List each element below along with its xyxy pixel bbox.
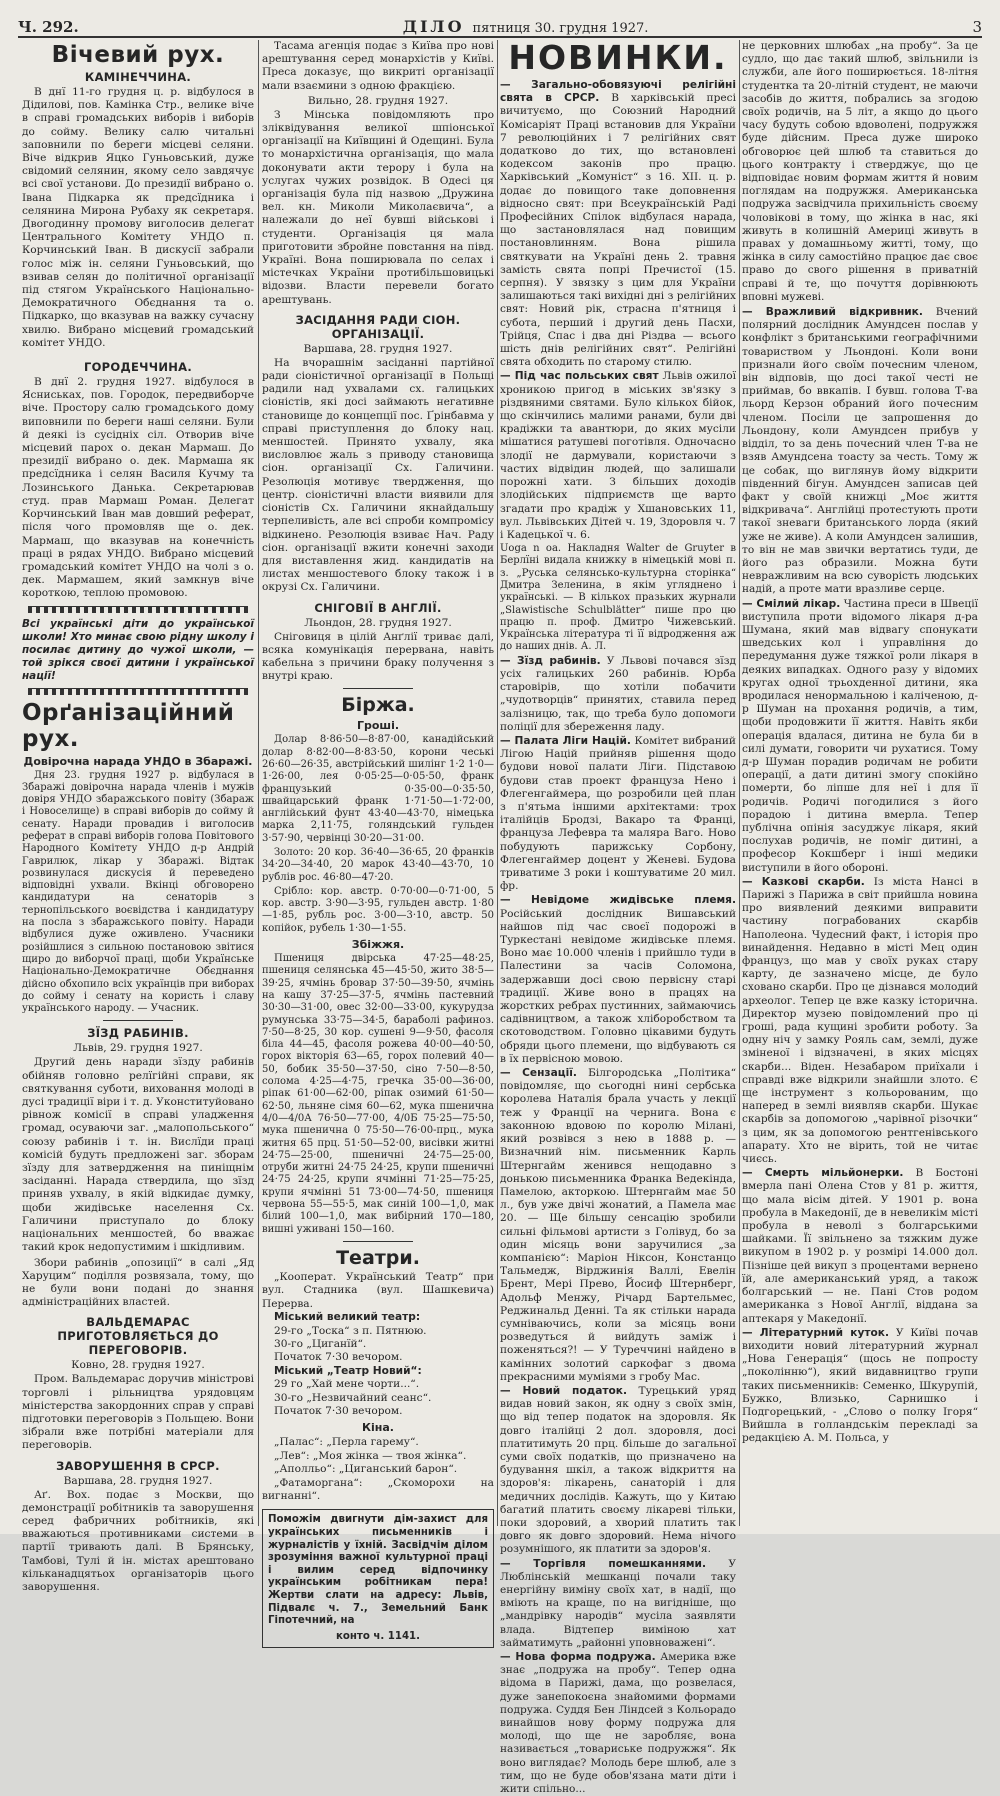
section-title: Вічевий рух.	[51, 42, 225, 68]
article-heading: ЗАВОРУШЕННЯ В СРСР.	[56, 1458, 220, 1473]
article-paragraph: Другий день наради зїзду рабинів обійняв головно релїгійні справи, як святкування суботи, виховання молоді в дусі традиції віри і т. д. Уконституйовано рівнож комісії в справі уладження громад, осуваючи заг. „малопольського“ союзу рабинів і т. ін. Вислїди праці комісій будуть предложені заг. зборам зїзду для затвердження на пиніщнім засіданні. Нарада ствердила, що зїзд приняв ухвалу, в якій відкидає думку, щоби жидівське населення Сх. Галичини приступало до блоку національних меншостей, бо вважає такий крок недопустимим і шкідливим.	[22, 1056, 254, 1254]
article-paragraph: В днї 11-го грудня ц. р. відбулося в Дідилові, пов. Камінка Стр., велике віче в справі громадських виборів і виборів до сойму. Велику салю читальні заповнили по береги місцеві селяни. Віче відкрив Яцко Гуньовський, дуже свідомий селянин, якому село завдячує всі свої установи. До президії вибрано о. Івана Підкарка як предсїдника і селянина Мирона Рубаху як секретаря. Двогодинну промову виголосив делегат Центрального Комітету УНДО п. Корчинський Іван. В дискусії забрали голос між ін. селяни Гуньовський, що взивав селян до політичної організації під стягом Українського Національно-Демократичного Обєднання та о. Підкарко, що вказував на важку сучасну хвилю. Вибрано місцевий громадський комітет УНДО.	[22, 86, 254, 349]
cinema-entry: „Лев“: „Моя жінка — твоя жінка“.	[274, 1449, 467, 1462]
dateline: Ковно, 28. грудня 1927.	[71, 1359, 205, 1372]
cinema-entry: „Фатаморгана“: „Скоморохи на вигнанні“.	[262, 1476, 494, 1502]
theatre-start-time: Початок 7·30 вечором.	[274, 1351, 403, 1364]
article-heading: Довірочна нарада УНДО в Збаражі.	[23, 754, 253, 768]
news-item: Uoga n oa. Накладня Walter de Gruyter в Берлїні видала книжку в німецькій мові п. з. „Руська селянсько-культурна сторінка“ Дмитра Зеленина, в якім угляднено і українські. — В кількох празьких журнали „Slawistische Schulblätter“ пише про цю працю п. проф. Дмитро Чижевський. Українська література ті її відродження аж до наших днів. А. Л.	[500, 543, 736, 653]
article-paragraph: Тасама агенція подає з Київа про нові арештування серед монархістів у Київі. Преса доказує, що викриті організації мали взаємини з одною фракцією.	[262, 40, 494, 92]
divider	[343, 688, 413, 689]
section-title-exchange: Біржа.	[341, 694, 415, 717]
fundraising-box	[262, 1509, 494, 1648]
divider	[103, 1020, 173, 1021]
article-heading: ЗЇЗД РАБИНІВ.	[87, 1026, 189, 1041]
subsection-money: Гроші.	[356, 719, 400, 733]
news-item: — Загально-обовязуючі релігійні свята в СРСР. В харківській пресі вичитуємо, що Союзний Народний Комісаріят Праці встановив для України 7 революційних і 7 релігійних свят додатково до тих, що встановлені кодексом законів про працю. Харківський „Комуніст“ з 16. XII. ц. р. додає до повищого таке доповнення відносно свят: при Всеукраїнській Раді Професійних Спілок відбулася нарада, що застановлялася над повищим постановлинням. Вона рішила святкувати на Україні день 2. травня замість свята попрі Пречистої (15. серпня). У звязку з цим для України залишаються такі вихідні дні з релігійних свят: Новий рік, страсна п'ятниця і субота, перший і другий день Пасхи, Трійця, Спас і два дні Різдва — всього шість днів релігійних свят“. Релігійні свята обходить по старому стилю.	[500, 79, 736, 369]
theatre-show: 29-го „Тоска“ з п. Пятнюю.	[274, 1324, 427, 1337]
theatre-show: 29 го „Хай мене чорти...“.	[274, 1378, 420, 1391]
currency-rates: Долар 8·86·50—8·87·00, канадійський долар 8·82·00—8·83·50, корони чеські 26·60—26·35, австрійський шилінг 1·2 1·0—1·26·00, лея 0·05·25—0·05·50, франк французький 0·35·00—0·35·50, швайцарський франк 1·71·50—1·72·00, англійський фунт 43·40—43·70, німецька марка 2,11·75, голяндський гульден 3·57·90, червінці 30·20—31·00.	[262, 734, 494, 844]
decorative-divider	[28, 606, 248, 613]
news-item: — Вражливий відкривник. Вчений полярний дослідник Амундсен послав у конфлікт з британськими географічними товариством у Льондоні. Коли вони признали його своїм почесним членом, він відповів, що досі такої честі не приймав, бо ввкапів. І бувш. голова Т-ва льорд Керзон обраний його почесним членом. Посіли це запрошення до Льондону, коли Амундсен прибув у відділ, то за день почесний член Т-ва не взяв Амундсена тоасту за честь. Тому ж це собак, що виглянув йому відкрити південний бігун. Амундсен записав цей факт у своїй книжці „Моє життя відкривача“. Англійці протестують проти такої зневаги британського лорда (який уже не живе). А коли Амундсен залишив, то він не мав звички вертатись туди, де його раз образили. Можна бути невражливим на всю суворість людських надій, а проте мати вразливе серце.	[742, 306, 978, 596]
column-2	[262, 40, 494, 1642]
theatre-name: Міський великий театр:	[274, 1311, 421, 1324]
page-number: 3	[972, 18, 982, 36]
divider	[343, 1241, 413, 1242]
news-item: — Нова форма подружа. Америка вже знає „подружа на пробу“. Тепер одна відома в Парижі, дама, що розвелася, дуже занепокоєна знайомими формами подружа. Суддя Бен Ліндсей з Кольорадо винайшов нову форму подружа для молоді, що ще не заробляє, вона називається „товариське подружжя“. Як воно виглядає? Молодь бере шлюб, але з тим, що не буде обов'язана мати діти і жити спільно...	[500, 1651, 736, 1796]
article-heading: КАМІНЕЧЧИНА.	[84, 70, 192, 84]
gold-rates: Золото: 20 кор. 36·40—36·65, 20 франків 34·20—34·40, 20 марок 43·40—43·70, 10 рублів рос. 46·80—47·20.	[262, 847, 494, 883]
article-paragraph: В днї 2. грудня 1927. відбулося в Ясниськах, пов. Городок, передвиборче віче. Простору салю громадського дому виповнили по береги наші селяни. Були й деякі із сусідніх сіл. Отворив віче місцевий парох о. декан Мармаш. До президії вибрано о. дек. Мармаша як предсїдника і селян Василя Кучму та Лозинського Данька. Секретарював студ. прав Мармаш Роман. Делегат Корчинський Іван мав довший реферат, після чого промовляв ще о. дек. Мармаш, що вказував на конечність праці в рядах УНДО. Вибрано місцевий громадський комітет УНДО на чолі з о. дек. Мармашем, який замкнув віче короткою, теплою промовою.	[22, 376, 254, 600]
masthead	[18, 10, 982, 38]
grain-prices: Пшениця двірська 47·25—48·25, пшениця селянська 45—45·50, жито 38·5—39·25, ячмінь бровар 37·50—39·50, ячмінь на кашу 37·25—37·5, ячмінь пастевний 30·30—31·00, овес 32·00—33·00, кукурудза румунська 33·75—34·5, бараболі рафиноз. 7·50—8·25, 30 кор. сушені 9—9·50, фасоля біла 44—45, фасоля рожева 40·00—40·50, горох вікторія 63—65, горох полевий 40—50, бобик 35·50—37·50, сіно 7·50—8·50, солома 4·25—4·75, гречка 35·00—36·00, ріпак 61·00—62·00, ріпак озимий 61·50—62·50, льняне сімя 60—62, мука пшенична 4/0—4/0А 76·50—77·00, 4/0Б 75·25—75·50, мука пшенична 0 75·50—76·00-прц., мука житня 65 прц. 51·50—52·00, висівки житні 24·75—25·00, пшеничні 24·75—25·00, отруби житні 24·75 24·25, крупи пшеничні 24·75 24·25, крупи ячмінні 71·25—75·25, крупи ячмінні 51 73·00—74·50, пшениця червона 55—55·5, мак синій 100—1,0, мак білий 100—1,0, мак вибірний 170—180, вишні уживані 150—160.	[262, 953, 494, 1235]
news-item: — Палата Ліги Націй. Комітет вибраний Лігою Націй прийняв рішення щодо будови нової палати Ліги. Підставою будови став проект француза Нено і Флегенгаймера, що розробили цей план з п'ятьма іншими архітектами: трох італійців Бродзі, Вакаро та Франці, француза Лефевра та маляра Ваго. Ново побудують парижську Сорбону, Флегенгаймер доцент у Женеві. Будова триватиме 3 роки і коштуватиме 20 мил. фр.	[500, 735, 736, 893]
article-heading: СНІГОВІЇ В АНГЛІЇ.	[314, 600, 442, 615]
page-issue-number: Ч. 292.	[18, 18, 79, 36]
article-paragraph: На вчорашнім засіданні партійної ради сіоністичної організації в Польщі радили над ухвалами сх. галицьких сіоністів, які досі займають негативне становище до концепції пос. Ґрінбавма у справі приступлення до блоку нац. меншостей. Принято ухвалу, яка висловлює жаль з приводу становища сіон. організації Сх. Галичини. Резолюція мотивує твердження, що центр. сіоністичні власти виявили для сіоністів Сх. Галичини якнайдальшу терпеливість, але всі спроби компромісу відкинено. Резолюція взиває Нач. Раду сіон. організації вжити конечні заходи для виставлення жид. кандидатів на листах меншостевого блоку також і в окрузі Сх. Галичини.	[262, 356, 494, 594]
news-item: — Смілий лікар. Частина преси в Швеції виступила проти відомого лікаря д-ра Шумана, який мав відвагу спонукати шведських кол і управління до передумання дуже тяжкої роли лікаря в деяких випадках. Одного разу у відомих кругах одної трьохденної дитини, яка вродилася ненормальною і каліченою, д-р Шуман на прохання родичів, а тим, щоби продовжити її життя. Навіть якби операція вдалася, дитина не була би в силі думати, говорити чи рухатися. Тому д-р Шуман порадив родичам не робити операції, а дати дитині змогу спокійно померти, бо ліпше для неї і для її родичів. Родичі погодилися з його порадою і дитина вмерла. Тепер публічна опінія засуджує лікаря, який послухав родичів, не поміг дитині, а професор Кокшберг і інші медики виступили в його обороні.	[742, 597, 978, 874]
column-4	[742, 40, 978, 1526]
masthead-center	[403, 17, 649, 36]
issue-date: пятниця 30. грудня 1927.	[472, 21, 649, 36]
theatre-show: 30-го „Циганїй“.	[274, 1337, 367, 1350]
news-item: — Торгівля помешканнями. У Люблінській мешканці почали таку енергійну виміну своїх хат, в надії, що вміють на краще, по на вигідніше, що „мандрівку народів“ мусіла заявляти влада. Відтепер виміною хат займатимуть „районні уповноважені“.	[500, 1557, 736, 1649]
silver-rates: Срібло: кор. австр. 0·70·00—0·71·00, 5 кор. австр. 3·90—3·95, гульден австр. 1·80—1·85, рубль рос. 3·00—3·10, австр. 50 копійок, рубель 1·30—1·55.	[262, 885, 494, 934]
decorative-divider	[28, 688, 248, 695]
newspaper-title: ДІЛО	[402, 17, 465, 36]
article-heading: ЗАСІДАННЯ РАДИ СІОН. ОРГАНІЗАЦІЇ.	[295, 312, 461, 341]
news-item: — Смерть мільйонерки. В Бостоні вмерла пані Олена Стов у 81 р. життя, що мала вісім дітей. У 1901 р. вона пробула в Македонії, де в невеликім місті пробула в неволі з болгарськими шайками. Її звільнено за тяжким дуже викупом в 1902 р. у розмірі 14.000 дол. Пізніше цей викуп з процентами вернено їй, але американський уряд, а також болгарський — не. Пані Стов родом американка з Нової Англії, віддана за аптекаря у Македонії.	[742, 1167, 978, 1325]
article-heading: ГОРОДЕЧЧИНА.	[83, 360, 193, 375]
theatre-show: 30-го „Незвичайний сеанс“.	[274, 1391, 432, 1404]
fundraising-account: конто ч. 1141.	[335, 1630, 421, 1642]
section-title-theatres: Театри.	[336, 1246, 420, 1269]
dateline: Льондон, 28. грудня 1927.	[304, 616, 452, 629]
column-rule	[258, 40, 259, 1526]
section-title: Орґанізаційний рух.	[22, 699, 235, 752]
column-rule	[739, 40, 740, 1526]
theatre-start-time: Початок 7·30 вечором.	[274, 1404, 403, 1417]
news-section-title: НОВИНКИ.	[508, 38, 728, 77]
news-item: — Зїзд рабинів. У Львові почався зїзд усіх галицьких 260 рабинів. Юрба старовірів, що хотіли побачити „чудотворців“ принятих, ставила перед залізницю, так, що треба було допомоги поліції для збереження ладу.	[500, 654, 736, 733]
news-item: — Сензації. Білгородська „Політика“ повідомляє, що сьогодні нині сербська королева Наталія брала участь у лекції теж у Франції на чернига. Вона є законною вдовою по королю Мілані, який розвівся з нею в 1888 р. — Визначний нім. письменник Карль Штернгайм женився нещодавно з донькою письменника Франка Ведекінда, Памелою, акторкою. Штернгайм має 50 л., був уже двічі жонатий, а Памела має 20. — Ще більшу сенсацію зробили сильні фільмові артисти з Голівуд, бо за один місяць вони заручилися „за компанією“: Маріон Ніксон, Констанцо Тальмедж, Вірджинія Валлі, Евелін Брент, Мері Прево, Йосиф Штернберг, Адольф Менжу, Річард Бартельмес, Реджинальд Денні. Та як стільки нарада сумніваючись, коли за місяць вони розведуться й вийдуть заміж і поженяться?! — У Туреччині найдено в камінних золотий саркофаг з двома прекрасними муміями з гробу Мас.	[500, 1067, 736, 1383]
dateline: Львів, 29. грудня 1927.	[73, 1042, 203, 1055]
article-paragraph: З Мінська повідомляють про зліквідування великої шпіонської організації на Київщині й Одещині. Була то монархістична організація, що мала доконувати акти терору і була на услугах чужих розвідок. В Одесі ця організація була під назвою „Дружина вел. кн. Миколи Миколаєвича“, а належали до неї бувші військові і студенти. Організація ця мала приготовити збройне повстання на півд. Україні. Вона поширювала по селах і містечках України протибільшовицькі відозви. Власти перевели богато арештувань.	[262, 108, 494, 306]
dateline: Вильно, 28. грудня 1927.	[307, 94, 449, 107]
column-3	[500, 38, 736, 1796]
news-item: — Новий податок. Турецький уряд видав новий закон, як одну з своїх змін, що від тепер податок на здоровля. Як довго італійці 2 дол. здоровля, досі платитимуть 20 прц. більше до загальної суми своїх податків, що призначено на будування шкіл, а також відкриття на здоров'я: лікарень, санаторій і для медичних дослідів. Кажуть, що у Китаю багатий платить своєму лікареві тільки, поки здоровий, а хворий платить так довго як довго здоровий. Нема нічого розумнішого, як платити за здоров'я.	[500, 1384, 736, 1556]
dateline: Варшава, 28. грудня 1927.	[63, 1474, 213, 1487]
theatre-name: Міський „Театр Новий“:	[274, 1364, 422, 1377]
news-item: — Казкові скарби. Із міста Нансі в Парижі з Парижа в світ прийшла новина про виявлений деякими виправити частину пограбованих скарбів Наполеона. Чудесний факт, і історія про винайдення. Недавно в місті Мец один француз, що мав у своїх руках стару карту, де зазначено місце, де було сховано скарби. Про це дізнався молодий археолог. Тепер це вже казку історична. Директор музею повідомлений про ці гроші, рада кущині зробити роботу. За одну ніч у замку Рояль сам, землі, дуже зміненої і відзначені, в яких місцях скарби... Віден. Незабаром приїхали і справді вже відкрили знайшли злото. Є ще інструмент з кольорованим, що наперед в землі виявляв скарби. Шукає скарбів за допомогою „чарівної різочки“ з цим, як за допомогою рентгенівського апарату. Хто не вірить, той не читає чиєсь.	[742, 875, 978, 1166]
fundraising-text: Поможім двигнути дім-захист для українських письменників і журналістів у їхній. Засвідчім ділом зрозуміння важної культурної праці і вилим серед відпочинку українським робітникам пера! Жертви слати на адресу: Львів, Підвалє ч. 7., Земельний Банк Гіпотечний, на	[268, 1514, 488, 1627]
article-heading: ВАЛЬДЕМАРАС ПРИГОТОВЛЯЄТЬСЯ ДО ПЕРЕГОВОРІВ.	[57, 1315, 219, 1358]
dateline: Варшава, 28. грудня 1927.	[303, 342, 453, 355]
news-item: — Літературний куток. У Київі почав виходити новий літературний журнал „Нова Генерація“ (щось не попросту „поколінню“), який видавництво групи таких письменників: Семенко, Шкурупій, Бужко, Влизько, Сарнишко і Подгорецький, - „Слово о полку Ігоря“ Вийшла в голландськім перекладі за редакцією А. М. Польса, у	[742, 1326, 978, 1445]
news-item: — Під час польських свят Львів ожилої хроникою пригод в міських зв'язку з різдвяними святами. Було кількох бійок, що скінчились малими ранами, були дві крадіжки та авантюри, до яких мусіли мішатися ратушеві поготівля. Одночасно злодії не дармували, користаючи з частих відвідин людей, що залишали порожні хати. З більших доходів злодійських підприємств ще варто згадати про крадіж у Хшановських 11, вул. Львівських Дітей ч. 19, Здоровля ч. 7 і Кадецької ч. 6.	[500, 370, 736, 541]
subsection-grain: Збіжжя.	[351, 938, 405, 952]
article-paragraph: Сніговиця в цілій Анґлії триває далі, всяка комунікація перервана, навіть кабельна з причини браку получення з внутрі краю.	[262, 630, 494, 683]
column-1	[22, 40, 254, 1593]
cinema-entry: „Палас“: „Перла гарему“.	[274, 1436, 419, 1449]
cinema-entry: „Аполльо“: „Циганський барон“.	[274, 1463, 458, 1476]
article-paragraph: Пром. Вальдемарас доручив міністрові торговлі і рільництва урядовцям міністерства закордонних справ у справі підготовки переговорів з Польщею. Вони зібрали вже потрібні матеріали для переговорів.	[22, 1373, 254, 1452]
article-paragraph: Збори рабинів „опозиції“ в салі „Яд Харуцим“ поділля розвязала, тому, що не були вони подані до знання адміністраційних властей.	[22, 1256, 254, 1309]
theatre-entry: „Кооперат. Український Театр“ при вул. Стадника (вул. Шашкевича) Перерва.	[262, 1270, 494, 1310]
article-paragraph: Дня 23. грудня 1927 р. відбулася в Збаражі довірочна нарада членів і мужів довіря УНДО збаражського повіту (Збараж і Новоселище) в справі виборів до сойму й сенату. Наради провадив і виголосив реферат в справі виборів голова Повітового Народного Комітету УНДО д-р Андрій Гаврилюк, лікар у Збаражі. Відтак розвинулася дискусія й переведено відповідні ухвали. Вкінці обговорено кандидатури на сенаторів з тернопільського воєвідства і кандидатуру на посла з збаражського повіту. Наради відбулися дуже оживлено. Учасники розійшлися з сильною постановою звітися щиро до виборчої праці, щоби Українське Національно-Демократичне Обєднання дійсно обхопило всіх українців при виборах до сойму і сенату на користь і славу українського народу. — Учасник.	[22, 769, 254, 1015]
column-rule	[497, 40, 498, 1526]
article-paragraph: Аґ. Вох. подає з Москви, що демонстрації робітників та заворушення серед фабричних робітників, які вважаються противниками системи в партії тривають далі. В Брянську, Тамбові, Тулі й ін. містах арештовано кільканадцятьох організаторів цього заворушення.	[22, 1488, 254, 1593]
article-paragraph: не церковних шлюбах „на пробу“. За це судло, що дає такий шлюб, звільнили із служби, але його поширюється. 18-літня студентка та 20-літній студент, не маючи засобів до життя, побрались за згодою своїх родичів, на 5 літ, а якщо до цього часу будуть собою вдоволені, подружжя буде дійсним. Преса дуже широко обговорює цей шлюб та ставиться до цього контракту і стверджує, що це відповідає новим формам життя й новим поглядам на подружжя. Американська подружа засвідчила прихильність своєму чоловікові в тому, що жінка в нас, які живуть в колишній Америці живуть в правах у домашньому житті, тому, що жінка в силу самостійно працює дає своє право до свого рішення в приватній справі й те, що почуття дорівнюють вповні мужеві.	[742, 40, 978, 303]
news-item: — Невідоме жидівське племя. Російський дослідник Вишавський найшов під час своєї подорожі в Туркестані невідоме жидівське племя. Воно має 10.000 членів і прийшло туди в Палестини за часів Соломона, задержавши досі свою первісну старі традиції. Живе воно в працях на жорстких ребрах пустинних, займаючись садівництвом, а також хліборобством та скотоводством. Головно цікавими будуть обряди цього племени, що відбувають ся в їх первісною мовою.	[500, 894, 736, 1065]
subsection-cinemas: Кіна.	[362, 1421, 394, 1435]
school-appeal: Всі українські діти до української школи! Хто минає свою рідну школу і посилає дитину до чужої школи, — той зрікся своєї дитини і української нації!	[22, 617, 254, 682]
